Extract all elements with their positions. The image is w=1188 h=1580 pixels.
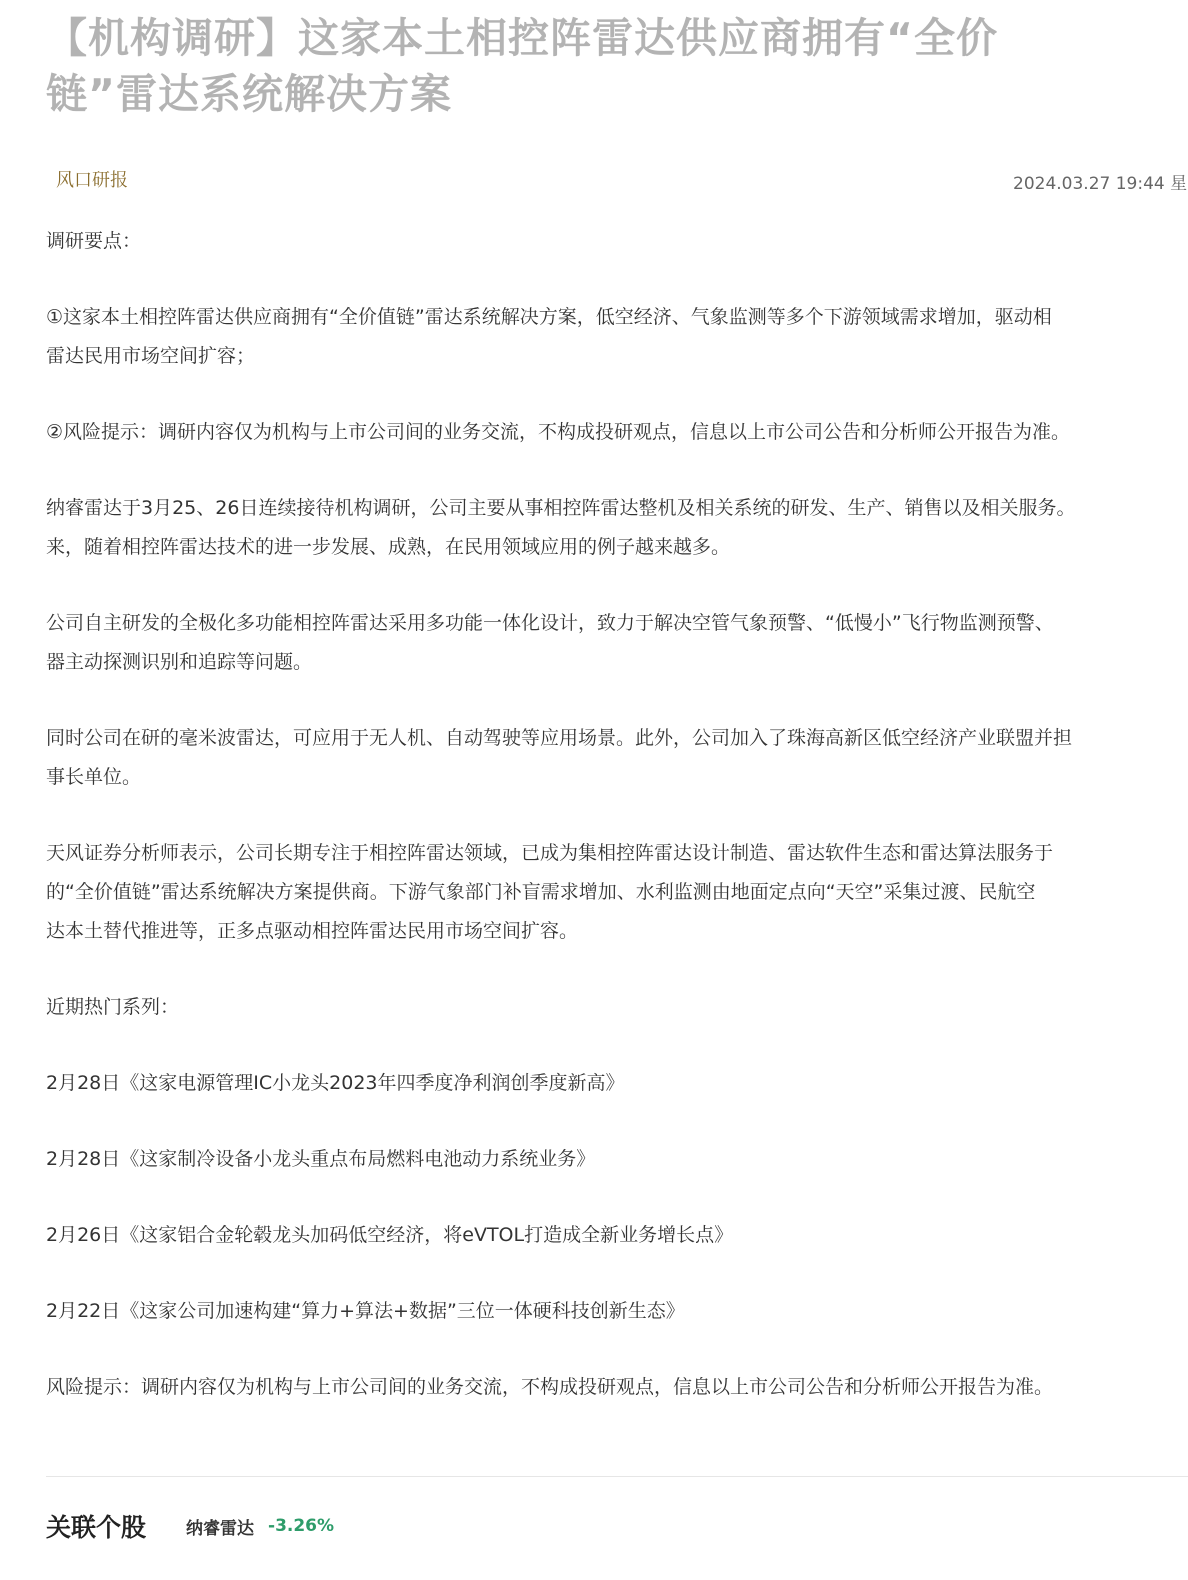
article-title [46,10,1188,122]
paragraph-line: 近期热门系列： [46,996,180,1018]
paragraph-line: ②风险提示：调研内容仅为机构与上市公司间的业务交流，不构成投研观点，信息以上市公司公告和分析师公开报告为准。 [46,421,1071,443]
paragraph-line: 器主动探测识别和追踪等问题。 [46,651,313,673]
publish-date: 2024.03.27 19:44 星 [1013,174,1188,194]
divider [46,1476,1188,1477]
paragraph-line: 达本土替代推进等，正多点驱动相控阵雷达民用市场空间扩容。 [46,920,579,942]
paragraph-line: 天风证券分析师表示，公司长期专注于相控阵雷达领域，已成为集相控阵雷达设计制造、雷达软件生态和雷达算法服务于 [46,842,1054,864]
paragraph-line: 的“全价值链”雷达系统解决方案提供商。下游气象部门补盲需求增加、水利监测由地面定点向“天空”采集过渡、民航空 [46,881,1036,903]
paragraph-line: 雷达民用市场空间扩容； [46,345,256,367]
paragraph-line: 风险提示：调研内容仅为机构与上市公司间的业务交流，不构成投研观点，信息以上市公司公告和分析师公开报告为准。 [46,1376,1054,1398]
related-stocks-title: 关联个股 [46,1513,147,1542]
article [46,10,1188,1407]
article-title-line: 链”雷达系统解决方案 [46,70,452,118]
article-title-line: 【机构调研】这家本土相控阵雷达供应商拥有“全价 [46,14,998,62]
paragraph [46,222,1188,261]
hot-series-item[interactable] [46,1140,1188,1179]
risk-disclaimer [46,1368,1188,1407]
hot-series-item[interactable] [46,1216,1188,1255]
paragraph-line: 公司自主研发的全极化多功能相控阵雷达采用多功能一体化设计，致力于解决空管气象预警、“低慢小”飞行物监测预警、 [46,612,1054,634]
hot-series-item[interactable] [46,1292,1188,1331]
paragraph-line: 2月28日《这家电源管理IC小龙头2023年四季度净利润创季度新高》 [46,1072,625,1094]
paragraph-line: 同时公司在研的毫米波雷达，可应用于无人机、自动驾驶等应用场景。此外，公司加入了珠海高新区低空经济产业联盟并担 [46,727,1073,749]
stock-name: 纳睿雷达 [186,1518,255,1539]
paragraph-line: 2月22日《这家公司加速构建“算力+算法+数据”三位一体硬科技创新生态》 [46,1300,685,1322]
paragraph [46,604,1188,682]
related-stocks [46,1506,334,1546]
paragraph [46,719,1188,797]
hot-series-item[interactable] [46,1064,1188,1103]
paragraph-line: 2月28日《这家制冷设备小龙头重点布局燃料电池动力系统业务》 [46,1148,596,1170]
paragraph-line: 来，随着相控阵雷达技术的进一步发展、成熟，在民用领域应用的例子越来越多。 [46,536,731,558]
paragraph [46,298,1188,376]
paragraph [46,834,1188,951]
source-link[interactable]: 风口研报 [56,170,128,191]
paragraph-line: ①这家本土相控阵雷达供应商拥有“全价值链”雷达系统解决方案，低空经济、气象监测等多个下游领域需求增加，驱动相 [46,306,1052,328]
stock-change: -3.26% [268,1516,335,1536]
paragraph-line: 纳睿雷达于3月25、26日连续接待机构调研，公司主要从事相控阵雷达整机及相关系统的研发、生产、销售以及相关服务。 [46,497,1076,519]
paragraph [46,489,1188,567]
article-meta [46,166,1188,206]
stock-tag[interactable] [186,1514,334,1539]
article-body [46,222,1188,1407]
paragraph [46,413,1188,452]
paragraph-line: 事长单位。 [46,766,142,788]
paragraph-line: 2月26日《这家铝合金轮毂龙头加码低空经济，将eVTOL打造成全新业务增长点》 [46,1224,734,1246]
paragraph-line: 调研要点： [46,230,142,252]
paragraph [46,988,1188,1027]
